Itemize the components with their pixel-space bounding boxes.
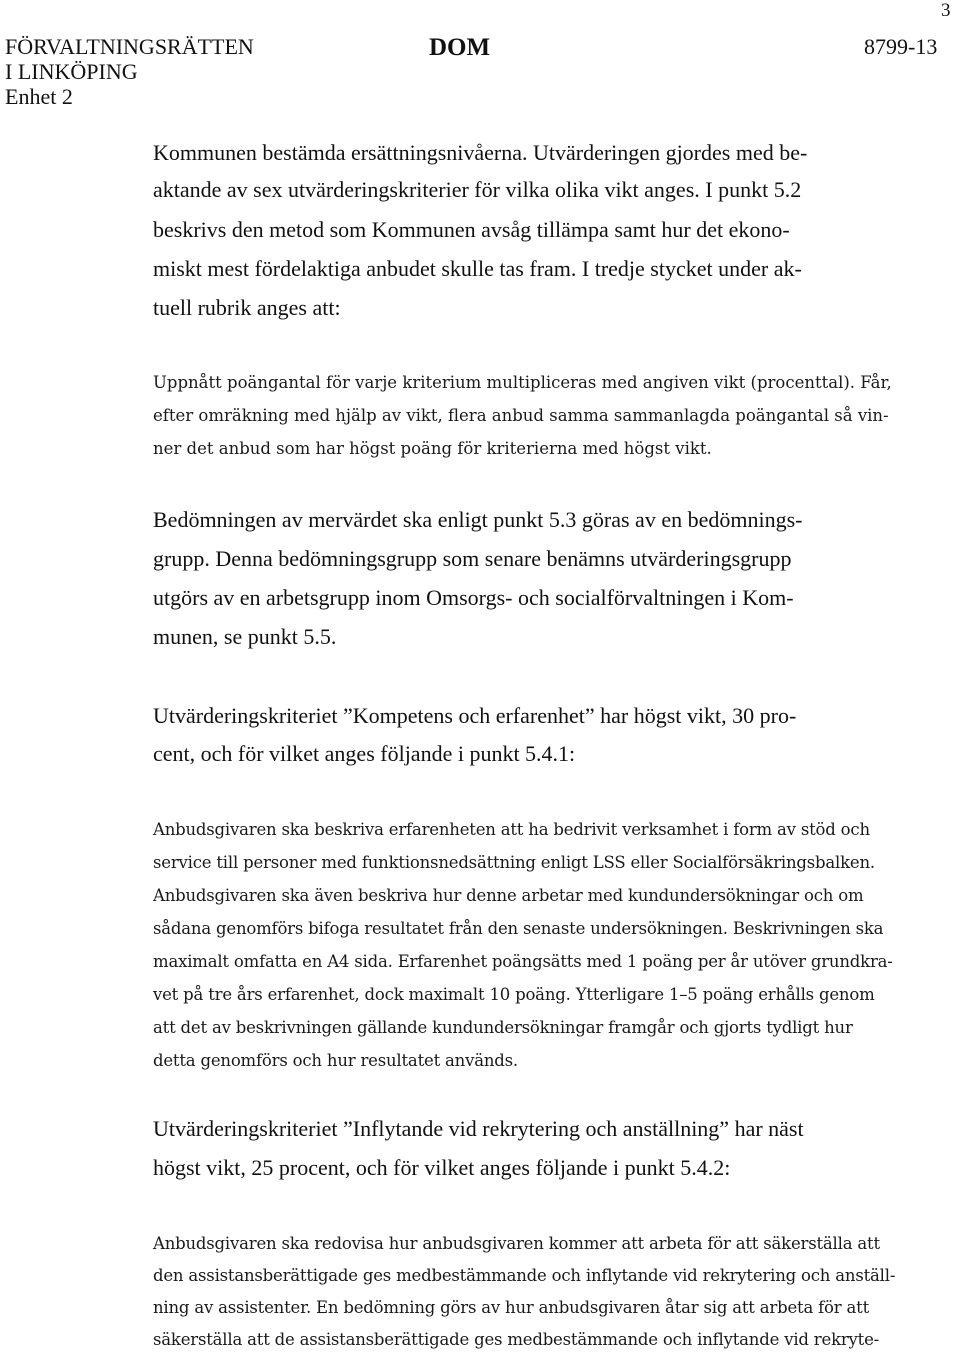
court-name-line1: FÖRVALTNINGSRÄTTEN [5,34,254,59]
body-line: cent, och för vilket anges följande i punkt 5.4.1: [153,741,576,766]
court-name [5,34,254,109]
quote-line: maximalt omfatta en A4 sida. Erfarenhet poängsätts med 1 poäng per år utöver grundkra- [153,952,893,971]
body-line: tuell rubrik anges att: [153,295,341,320]
quote-line: efter omräkning med hjälp av vikt, flera anbud samma sammanlagda poängantal så vin- [153,406,889,425]
quote-line: Anbudsgivaren ska redovisa hur anbudsgivaren kommer att arbeta för att säkerställa att [153,1234,880,1253]
quote-line: Anbudsgivaren ska beskriva erfarenheten att ha bedrivit verksamhet i form av stöd och [153,820,870,839]
quote-line: Anbudsgivaren ska även beskriva hur denne arbetar med kundundersökningar och om [153,886,864,905]
body-line: Bedömningen av mervärdet ska enligt punkt 5.3 göras av en bedömnings- [153,507,803,532]
court-name-line2: I LINKÖPING [5,59,138,84]
document-type: DOM [429,34,491,61]
body-line: utgörs av en arbetsgrupp inom Omsorgs- och socialförvaltningen i Kom- [153,585,794,610]
body-line: munen, se punkt 5.5. [153,624,337,649]
body-line: Kommunen bestämda ersättningsnivåerna. Utvärderingen gjordes med be- [153,140,808,165]
body-line: beskrivs den metod som Kommunen avsåg tillämpa samt hur det ekono- [153,217,790,242]
body-line: grupp. Denna bedömningsgrupp som senare benämns utvärderingsgrupp [153,546,792,571]
body-line: miskt mest fördelaktiga anbudet skulle tas fram. I tredje stycket under ak- [153,256,802,281]
quote-line: Uppnått poängantal för varje kriterium multipliceras med angiven vikt (procenttal). Får, [153,373,892,392]
body-line: Utvärderingskriteriet ”Inflytande vid rekrytering och anställning” har näst [153,1116,804,1141]
case-number: 8799-13 [864,34,938,59]
quote-line: ning av assistenter. En bedömning görs av hur anbudsgivaren åtar sig att arbeta för att [153,1298,870,1317]
quote-line: den assistansberättigade ges medbestämmande och inflytande vid rekrytering och anställ- [153,1266,896,1285]
body-line: aktande av sex utvärderingskriterier för vilka olika vikt anges. I punkt 5.2 [153,177,802,202]
page-number: 3 [941,0,951,21]
quote-line: service till personer med funktionsnedsättning enligt LSS eller Socialförsäkringsbalken. [153,853,875,872]
court-unit: Enhet 2 [5,84,73,109]
quote-line: sådana genomförs bifoga resultatet från den senaste undersökningen. Beskrivningen ska [153,919,884,938]
quote-line: detta genomförs och hur resultatet används. [153,1051,518,1070]
quote-line: ner det anbud som har högst poäng för kriterierna med högst vikt. [153,439,712,458]
body-line: Utvärderingskriteriet ”Kompetens och erfarenhet” har högst vikt, 30 pro- [153,703,797,728]
quote-line: att det av beskrivningen gällande kundundersökningar framgår och gjorts tydligt hur [153,1018,853,1037]
body-line: högst vikt, 25 procent, och för vilket anges följande i punkt 5.4.2: [153,1155,731,1180]
quote-line: vet på tre års erfarenhet, dock maximalt 10 poäng. Ytterligare 1–5 poäng erhålls genom [153,985,875,1004]
quote-line: säkerställa att de assistansberättigade ges medbestämmande och inflytande vid rekryte- [153,1330,880,1349]
